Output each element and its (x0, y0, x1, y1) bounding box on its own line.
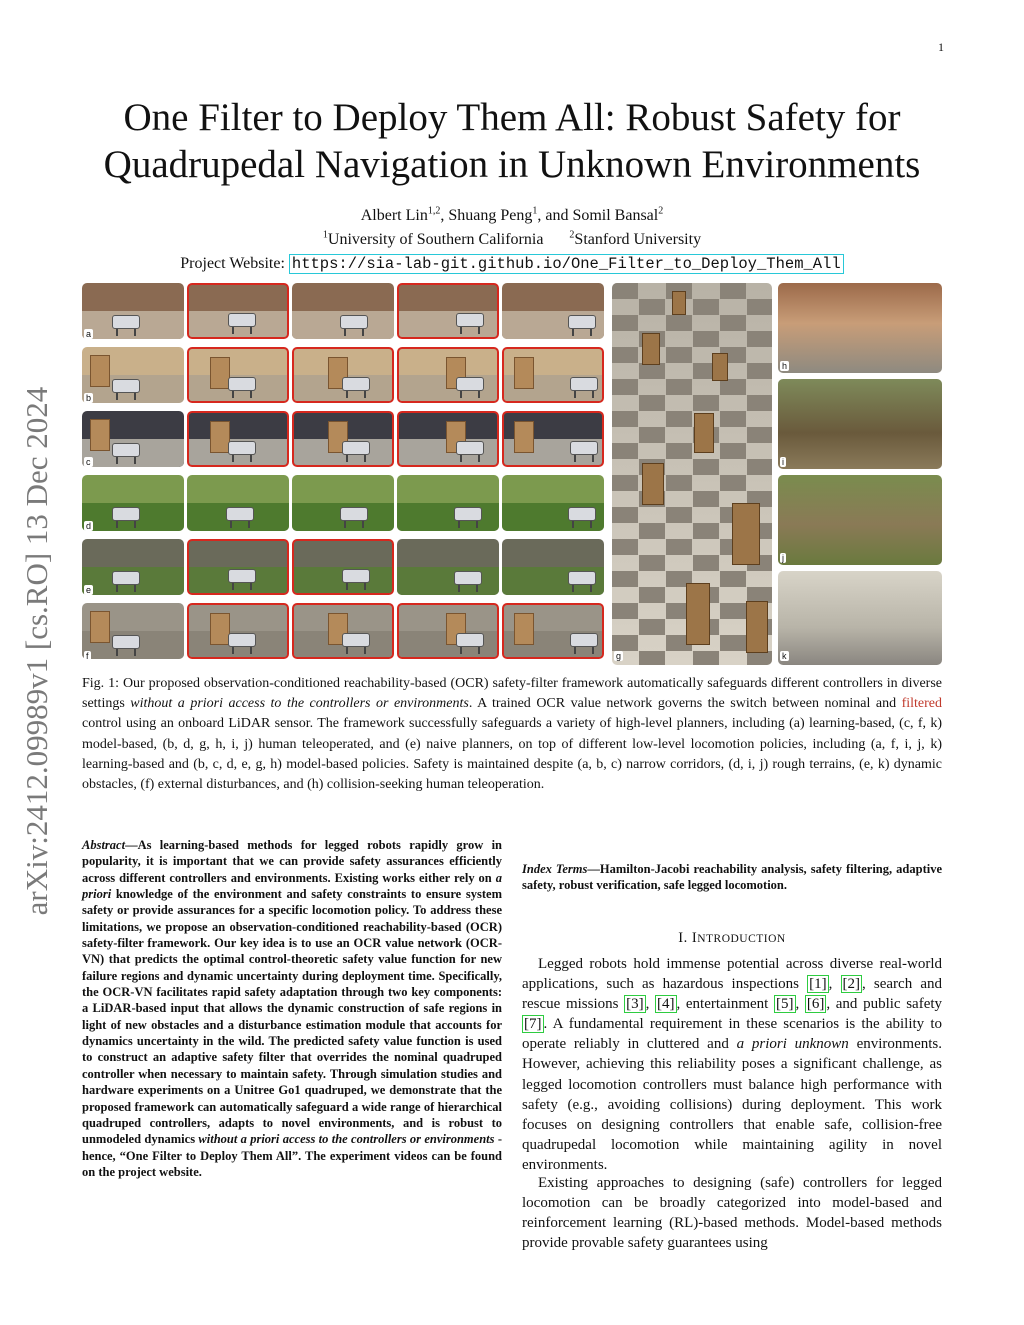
floor-tile (666, 507, 692, 523)
cardboard-box (642, 463, 664, 505)
quadruped-robot (228, 441, 256, 455)
figure-frame (397, 475, 499, 531)
page-number: 1 (938, 40, 944, 54)
figure-frame (187, 411, 289, 467)
floor-tile (747, 459, 772, 475)
quadruped-robot (340, 507, 368, 521)
floor-tile (639, 427, 665, 443)
cardboard-box (746, 601, 768, 653)
figure-frame (82, 283, 184, 339)
floor-tile (693, 491, 719, 507)
floor-tile (612, 347, 638, 363)
floor-tile (612, 539, 638, 555)
floor-tile (612, 475, 638, 491)
floor-tile (693, 331, 719, 347)
quadruped-robot (570, 633, 598, 647)
floor-tile (747, 331, 772, 347)
figure-frame (397, 347, 499, 403)
figure-frame (292, 603, 394, 659)
project-url-link[interactable]: https://sia-lab-git.github.io/One_Filter_to_Deploy_Them_All (289, 254, 844, 274)
quadruped-robot (112, 443, 140, 457)
quadruped-robot (570, 441, 598, 455)
floor-tile (612, 507, 638, 523)
figure-frame (82, 475, 184, 531)
intro-sep: , (795, 996, 805, 1013)
floor-tile (666, 347, 692, 363)
quadruped-robot (570, 377, 598, 391)
section-heading-initial: I (691, 930, 698, 946)
section-heading-introduction (522, 930, 942, 947)
quadruped-robot (456, 377, 484, 391)
authors (60, 206, 964, 226)
index-terms (522, 861, 942, 894)
floor-tile (639, 523, 665, 539)
floor-tile (720, 603, 746, 619)
citation-2[interactable]: [2] (842, 976, 861, 993)
author-3-affil: 2 (658, 205, 664, 217)
figure-frame (292, 475, 394, 531)
fig-label-h: h (782, 361, 788, 371)
floor-tile (612, 635, 638, 651)
intro-text: , search and rescue missions (522, 976, 942, 1013)
figure-frame (502, 603, 604, 659)
author-1: Albert Lin (360, 207, 428, 224)
figure-frame (82, 603, 184, 659)
caption-text-1: Fig. 1: Our proposed observation-conditioned reachability-based (OCR) safety-filter framework automatically safeguards different controllers in diverse settings (82, 676, 942, 712)
figure-frame (292, 347, 394, 403)
quadruped-robot (456, 313, 484, 327)
quadruped-robot (342, 377, 370, 391)
figure-caption (82, 674, 942, 795)
figure-frame (397, 283, 499, 339)
figure-frame (502, 539, 604, 595)
floor-tile (693, 651, 719, 665)
floor-tile (693, 523, 719, 539)
figure-frame (397, 539, 499, 595)
fig-label-j: j (782, 553, 784, 563)
cardboard-box (712, 353, 728, 381)
fig-label-b: b (86, 393, 92, 403)
cardboard-box (90, 355, 110, 387)
citation-5[interactable]: [5] (776, 996, 794, 1013)
index-terms-lead: Index Terms (522, 862, 588, 876)
quadruped-robot (112, 571, 140, 585)
floor-tile (720, 475, 746, 491)
fig-label-g: g (616, 651, 622, 661)
quadruped-robot (454, 571, 482, 585)
index-terms-text: —Hamilton-Jacobi reachability analysis, safety filtering, adaptive safety, robust verification, safe legged locomotion. (522, 862, 942, 893)
floor-tile (639, 299, 665, 315)
intro-text: Legged robots hold immense potential across diverse real-world applications, such as hazardous inspections (522, 956, 942, 993)
citation-7[interactable]: [7] (524, 1016, 542, 1033)
floor-tile (747, 363, 772, 379)
quadruped-robot (228, 377, 256, 391)
abstract (82, 837, 502, 1180)
floor-tile (639, 587, 665, 603)
affil-2: Stanford University (574, 231, 702, 248)
floor-tile (693, 299, 719, 315)
affil-2-mark: 2 (569, 229, 575, 241)
fig-label-e: e (86, 585, 92, 595)
author-1-affil: 1,2 (427, 205, 441, 217)
floor-tile (720, 283, 746, 299)
floor-tile (693, 459, 719, 475)
figure-panel-j-photo (778, 475, 942, 565)
floor-tile (666, 411, 692, 427)
floor-tile (720, 315, 746, 331)
floor-tile (612, 443, 638, 459)
floor-tile (747, 427, 772, 443)
affil-1: University of Southern California (327, 231, 544, 248)
intro-paragraph-1 (522, 954, 942, 1175)
floor-tile (612, 315, 638, 331)
caption-text-2: . A trained OCR value network governs the switch between nominal and (468, 696, 902, 712)
floor-tile (639, 651, 665, 665)
figure-row-d (82, 475, 604, 531)
floor-tile (666, 315, 692, 331)
section-heading-rest: NTRODUCTION (697, 933, 786, 945)
floor-tile (639, 363, 665, 379)
floor-tile (747, 299, 772, 315)
figure-frame (502, 283, 604, 339)
cardboard-box (210, 421, 230, 453)
figure-frame (187, 475, 289, 531)
section-number: I. (678, 930, 692, 946)
fig-label-c: c (86, 457, 91, 467)
intro-text: , entertainment (676, 996, 774, 1013)
quadruped-robot (340, 315, 368, 329)
cardboard-box (514, 357, 534, 389)
figure-row-e (82, 539, 604, 595)
quadruped-robot (456, 441, 484, 455)
floor-tile (612, 411, 638, 427)
intro-text: , and public safety (826, 996, 943, 1013)
fig-label-k: k (782, 651, 787, 661)
figure-frame (292, 539, 394, 595)
figure-panel-k-photo (778, 571, 942, 665)
cardboard-box (686, 583, 710, 645)
floor-tile (666, 443, 692, 459)
caption-text-3: control using an onboard LiDAR sensor. The framework successfully safeguards a variety of high-level planners, including (a) learning-based, (c, f, k) model-based, (b, d, g, h, i, j) human teleoperated, and (e) naive planners, on top of different low-level locomotion policies, including (a, f, i, j, k) learning-based and (b, c, d, e, g, h) model-based policies. Safety is maintained despite (a, b, c) narrow corridors, (d, i, j) rough terrains, (e, k) dynamic obstacles, (f) external disturbances, and (h) collision-seeking human teleoperation. (82, 716, 942, 793)
cardboard-box (514, 613, 534, 645)
fig-label-f: f (86, 651, 89, 661)
cardboard-box (694, 413, 714, 453)
abstract-text-2: knowledge of the environment and safety constraints to ensure system safety or provide assurances for a specific locomotion policy. To address these limitations, we propose an observation-conditioned reachability-based (OCR) safety-filter framework. Our key idea is to use an OCR value network (OCR-VN) that predicts the optimal control-theoretic safety value function for new failure regions and dynamic uncertainty during deployment time. Specifically, the OCR-VN facilitates rapid safety adaptation through two key components: a LiDAR-based input that allows the dynamic construction of safe regions in light of new obstacles and a disturbance estimation module that accounts for dynamics uncertainty in the wild. The predicted safety value function is used to construct an adaptive safety filter that overrides the nominal quadruped controller when necessary to maintain safety. Through simulation studies and hardware experiments on a Unitree Go1 quadruped, we demonstrate that the proposed framework can automatically safeguard a wide range of hierarchical quadruped controllers, adapts to novel environments, and is robust to unmodeled dynamics (82, 887, 502, 1147)
fig-label-i: i (782, 457, 784, 467)
caption-emphasis: without a priori access to the controllers or environments (130, 696, 469, 712)
floor-tile (666, 475, 692, 491)
floor-tile (666, 379, 692, 395)
intro-emphasis: a priori unknown (736, 1036, 849, 1053)
intro-text: environments. However, achieving this reliability poses a significant challenge, as legged locomotion controllers must balance high performance with safety (e.g., avoiding collisions) during deployment. This work focuses on designing controllers that enable safe, collision-free quadrupedal locomotion while maintaining agility in novel environments. (522, 1036, 942, 1173)
citation-4[interactable]: [4] (657, 996, 675, 1013)
figure-frame (187, 539, 289, 595)
abstract-emphasis-1: a priori (82, 870, 502, 902)
quadruped-robot (456, 633, 484, 647)
figure-frame (82, 347, 184, 403)
floor-tile (612, 571, 638, 587)
quadruped-robot (112, 379, 140, 393)
project-label: Project Website: (180, 255, 289, 272)
caption-filtered-word: filtered (901, 696, 943, 712)
quadruped-robot (454, 507, 482, 521)
figure-frame (502, 475, 604, 531)
quadruped-robot (228, 313, 256, 327)
quadruped-robot (112, 635, 140, 649)
floor-tile (720, 635, 746, 651)
figure-frame (397, 603, 499, 659)
figure-row-c (82, 411, 604, 467)
quadruped-robot (342, 441, 370, 455)
cardboard-box (514, 421, 534, 453)
quadruped-robot (342, 569, 370, 583)
floor-tile (720, 379, 746, 395)
title-line-1: One Filter to Deploy Them All: Robust Safety for (123, 96, 901, 139)
figure-frame (82, 411, 184, 467)
floor-tile (666, 539, 692, 555)
floor-tile (720, 571, 746, 587)
arxiv-stamp: arXiv:2412.09989v1 [cs.RO] 13 Dec 2024 (19, 386, 54, 916)
quadruped-robot (568, 315, 596, 329)
cardboard-box (210, 613, 230, 645)
cardboard-box (642, 333, 660, 365)
floor-tile (639, 619, 665, 635)
floor-tile (612, 379, 638, 395)
fig-label-d: d (86, 521, 92, 531)
cardboard-box (672, 291, 686, 315)
project-website (60, 254, 964, 274)
figure-frame (187, 347, 289, 403)
cardboard-box (90, 419, 110, 451)
fig-label-a: a (86, 329, 92, 339)
figure-panel-i-photo (778, 379, 942, 469)
floor-tile (720, 411, 746, 427)
quadruped-robot (228, 633, 256, 647)
intro-text: . A fundamental requirement in these scenarios is the ability to operate reliably in cluttered and (522, 1016, 942, 1053)
figure-row-a (82, 283, 604, 339)
floor-tile (747, 651, 772, 665)
citation-6[interactable]: [6] (806, 996, 825, 1013)
cardboard-box (732, 503, 760, 565)
intro-sep: , (645, 996, 655, 1013)
author-2-affil: 1 (532, 205, 538, 217)
intro-sep: , (828, 976, 841, 993)
author-3: , and Somil Bansal (537, 207, 659, 224)
figure-panel-h-photo (778, 283, 942, 373)
quadruped-robot (112, 315, 140, 329)
floor-tile (639, 395, 665, 411)
figure-row-b (82, 347, 604, 403)
quadruped-robot (228, 569, 256, 583)
intro-paragraph-2: Existing approaches to designing (safe) controllers for legged locomotion can be broadly categorized into model-based and reinforcement learning (RL)-based methods. Model-based methods provide provable safety guarantees using (522, 1175, 942, 1252)
abstract-emphasis-2: without a priori access to the controllers or environments (198, 1132, 495, 1147)
figure-panel-g-photo (612, 283, 772, 665)
figure-frame (397, 411, 499, 467)
title-line-2: Quadrupedal Navigation in Unknown Environments (103, 143, 921, 186)
figure-frame (187, 603, 289, 659)
figure-1 (82, 283, 942, 665)
floor-tile (693, 395, 719, 411)
figure-frame (82, 539, 184, 595)
figure-frame (187, 283, 289, 339)
floor-tile (747, 395, 772, 411)
cardboard-box (90, 611, 110, 643)
quadruped-robot (568, 571, 596, 585)
quadruped-robot (226, 507, 254, 521)
abstract-text-3: - hence, “One Filter to Deploy Them All”. The experiment videos can be found on the project website. (82, 1132, 502, 1179)
quadruped-robot (112, 507, 140, 521)
figure-frame (292, 283, 394, 339)
figure-row-f (82, 603, 604, 659)
frame-floor (397, 503, 499, 531)
figure-frame (292, 411, 394, 467)
figure-frame (502, 411, 604, 467)
quadruped-robot (342, 633, 370, 647)
abstract-lead: Abstract (82, 838, 126, 852)
citation-1[interactable]: [1] (809, 976, 827, 993)
quadruped-robot (568, 507, 596, 521)
frame-floor (397, 567, 499, 595)
cardboard-box (210, 357, 230, 389)
floor-tile (639, 555, 665, 571)
affiliations (60, 230, 964, 250)
affil-1-mark: 1 (322, 229, 328, 241)
floor-tile (612, 283, 638, 299)
floor-tile (720, 443, 746, 459)
floor-tile (612, 603, 638, 619)
abstract-text-1: —As learning-based methods for legged robots rapidly grow in popularity, it is important that we can provide safety assurances efficiently across different controllers and environments. Existing works either rely on (82, 838, 502, 885)
paper-title (60, 94, 964, 188)
author-2: , Shuang Peng (440, 207, 533, 224)
floor-tile (693, 555, 719, 571)
citation-3[interactable]: [3] (626, 996, 644, 1013)
figure-frame (502, 347, 604, 403)
